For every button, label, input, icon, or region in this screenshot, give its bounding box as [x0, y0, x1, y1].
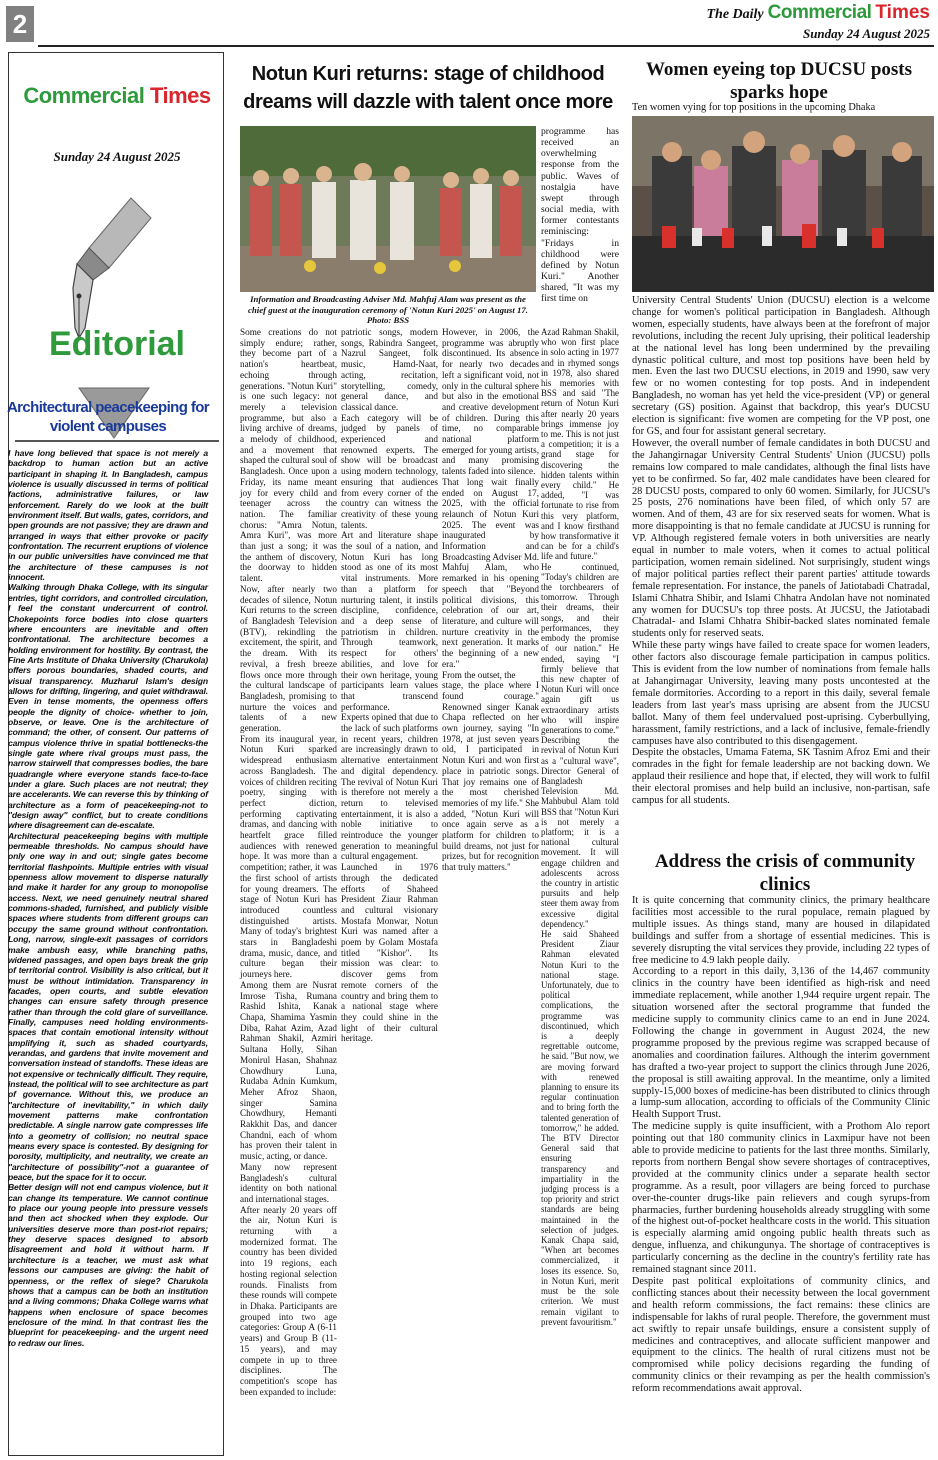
article-column: programme has received an overwhelming response from the public. Waves of nostalgia have swept through social media, with former contestants reminiscing: "Fridays in childhood were defined by Notun Kuri." Another shared, "It was my first time on: [541, 126, 619, 305]
sidebar-divider: [15, 440, 219, 442]
article-paragraph: Art and literature shape the soul of a nation, and Notun Kuri has long stood as one of its most vital instruments. More than a platform for nurturing talent, it instils discipline, confidence, and a deep sense of patriotism in children. Through teamwork, respect for others' abilities, and love for their own heritage, young participants learn values that transcend performance.: [341, 530, 438, 712]
article-paragraph: Each category will be judged by panels of experienced and renowned experts. The show will be broadcast using modern technology, ensuring that audiences from every corner of the country can witness the creativity of these young talents.: [341, 412, 438, 530]
press-conference-photo: [632, 116, 934, 292]
article-paragraph: Many now represent Bangladesh's cultural identity on both national and international stages.: [240, 1161, 337, 1204]
masthead-date: Sunday 24 August 2025: [802, 26, 930, 41]
header-rule: [38, 45, 934, 47]
article-paragraph: From its inaugural year, Notun Kuri sparked widespread enthusiasm across Bangladesh. The voices of children reciting poetry, singing with perfect diction, performing captivating dramas, and dancing with heartfelt grace filled audiences with renewed hope. It was more than a competition; rather, it was the first school of artists for young dreamers. The stage of Notun Kuri has introduced countless distinguished artists. Many of today's brightest stars in Bangladeshi drama, music, dance, and culture began their journeys here.: [240, 733, 337, 980]
article-paragraph: It is quite concerning that community clinics, the primary healthcare facilities most accessible to the rural populace, remain plagued by multiple issues. As things stand, many are housed in dilapidated buildings and suffer from a shortage of essential medicines. This is severely disrupting the vital services they provide, including 22 types of free medicine to 4.9 lakh people daily.: [632, 895, 930, 966]
sidebar-logo-red: Times: [149, 83, 211, 108]
clinics-body: [632, 895, 930, 1395]
editorial-headline: Architectural peacekeeping for violent campuses: [6, 399, 210, 435]
article-paragraph: However, the overall number of female candidates in both DUCSU and the Jahangirnagar University Central Students' Union (JUCSU) polls remains low compared to male candidates, although the final lists have yet to be confirmed. So far, 402 male candidates have been cleared for 28 DUCSU posts, compared to only 60 women. Similarly, for JUCSU's 25 posts, 276 nominations have been filed, of which only 57 are women. And of them, 43 are for six reserved seats for women. What is more disappointing is that no female candidate at JUCSU is running for VP. Although registered female voters in both universities are nearly equal in number to male voters, when it comes to actual political participation, women remain sidelined. Not surprisingly, student wings of major political parties reflect their parent parties' attitude towards female representation. For instance, the panels of Jatiotabadi Chatradal, Islami Chhatra Shibir, and Islami Chhatra Andolan have not nominated any women for DUCSU's top three posts. At JUCSU, the Jatiotabadi Chatradal- and Islami Chhatra Shibir-backed slates nominated female students only for reserved seats.: [632, 437, 930, 640]
article-paragraph: Among them are Nusrat Imrose Tisha, Rumana Rashid Ishita, Kanak Chapa, Shamima Yasmin Diba, Rahat Azim, Azad Rahman Shakil, Azmiri Sultana Holly, Sihan Monirul Hasan, Shahnaz Chowdhury Luna, Rudaba Adnin Kumkum, Meher Afroz Shaon, singer Samina Chowdhury, Hemanti Rakkhit Das, and dancer Chandni, each of whom has proven their talent in music, acting, or dance.: [240, 979, 337, 1162]
article-paragraph: stage, the place where I found courage." Renowned singer Kanak Chapa reflected on her own journey, saying "In 1978, at just seven years old, I participated in Notun Kuri and won first place in patriotic songs. That joy remains one of the most cherished memories of my life." She added, "Notun Kuri will once again serve as a platform for children to build dreams, not just for prizes, but for recognition that truly matters.": [442, 680, 539, 873]
editorial-body: [8, 448, 208, 1348]
article-paragraph: Now, after nearly two decades of silence, Notun Kuri returns to the screen of Bangladesh Television (BTV), rekindling the excitement, the spirit, and the dream. With its revival, a fresh breeze flows once more through the cultural landscape of Bangladesh, promising to nurture the voices and talents of a new generation.: [240, 583, 337, 734]
editorial-paragraph: Architectural peacekeeping begins with multiple permeable thresholds. No campus should have only one way in and out; single gates become territorial flashpoints. Multiple entries with visual openness allow movement to disperse naturally and make it harder for any group to monopolise access. Next, we need genuinely neutral shared commons-shaded, furnished, and publicly visible spaces where students from different groups can occupy the same ground without confrontation. Long, narrow, single-exit passages of corridors make ambush easy, while branching paths, widened passages, and open bays break the grip of territorial control. Visibility is also critical, but it must be without intimidation. Transparency in facades, open courts, and subtle elevation changes can ensure safety through presence rather than through the cold glare of surveillance. Finally, campuses need holding environments-spaces that contain emotional intensity without amplifying it, such as shaded courtyards, verandas, and gardens that invite movement and conversation instead of standoffs. These ideas are not expensive or technically difficult. They require, instead, the political will to see architecture as part of governance. Without this, we produce an "architecture of inevitability," in which daily movement patterns make confrontation predictable. A single narrow gate compresses life into a geometry of collision; no neutral space means every space is contested. By designing for porosity, multiplicity, and neutrality, we create an "architecture of possibility"-not a guarantee of peace, but the space for it to occur.: [8, 830, 208, 1183]
article-column: [240, 327, 337, 1397]
article-paragraph: From the outset, the: [442, 669, 516, 680]
notun-kuri-headline: Notun Kuri returns: stage of childhood dreams will dazzle with talent once more: [243, 63, 613, 113]
ducsu-intro: Ten women vying for top positions in the upcoming Dhaka: [632, 102, 876, 113]
article-paragraph: After nearly 20 years off the air, Notun Kuri is returning with a modernized format. The country has been divided into 19 regions, each hosting regional selection rounds. Finalists from these rounds will compete in Dhaka. Participants are grouped into two age categories: Group A (6-11 years) and Group B (11-15 years), and may compete in up to three disciplines. The competition's scope has been expanded to include:: [240, 1204, 337, 1397]
article-paragraph: Azad Rahman Shakil, who won first place in solo acting in 1977 and in rhymed songs in 1978, also shared his memories with BSS and said "The return of Notun Kuri after nearly 20 years brings immense joy to me. This is not just a competition; it is a grand stage for discovering the hidden talents within every child." He added, "I was fortunate to rise from this very platform, and I know firsthand how transformative it can be for a child's life and future.": [541, 327, 619, 562]
masthead-name-red: Times: [875, 2, 930, 23]
masthead-prefix: The Daily: [706, 7, 764, 22]
article-paragraph: Experts opined that due to the lack of such platforms in recent years, children are increasingly drawn to alternative entertainment and digital dependency. The revival of Notun Kuri is therefore not merely a return to televised entertainment, it is also a noble initiative to reintroduce the younger generation to meaningful cultural engagement.: [341, 712, 438, 862]
article-paragraph: He said Shaheed President Ziaur Rahman elevated Notun Kuri to the national stage. Unfortunately, due to political complications, the programme was discontinued, which is a deeply regrettable outcome, he said. "But now, we are moving forward with renewed planning to ensure its regular continuation and to bring forth the talented generation of tomorrow," he added. The BTV Director General said that ensuring transparency and impartiality in the judging process is a top priority and strict standards are being maintained in the selection of judges. Kanak Chapa said, "When art becomes commercialized, it loses its essence. So, in Notun Kuri, merit must be the sole criterion. We must remain vigilant to prevent favouritism.": [541, 928, 619, 1327]
sidebar-logo-green: Commercial: [23, 83, 145, 108]
article-paragraph: However, in 2006, the programme was abruptly discontinued. Its absence for nearly two decades left a significant void, not only in the cultural sphere but also in the emotional and creative development of children. During this time, no comparable national platform emerged for young artists, and many promising talents faded into silence.: [442, 327, 539, 477]
masthead-name-green: Commercial: [767, 2, 872, 23]
ducsu-headline: Women eyeing top DUCSU posts sparks hope: [645, 59, 913, 103]
editorial-paragraph: Walking through Dhaka College, with its singular entries, tight corridors, and controlled circulation, I feel the constant undercurrent of control. Chokepoints force bodies into close quarters where encounters are inevitable and often confrontational. The architecture becomes a holding environment for hostility. By contrast, the Fine Arts Institute of Dhaka University (Charukola) offers porous boundaries, shaded courts, and visual transparency. Muzharul Islam's design allows for drifting, lingering, and quiet withdrawal. Even in tense moments, the openness offers people the dignity of choice- whether to join, observe, or leave. One is the architecture of command; the other, of consent. Our patterns of campus violence thrive in spatial bottlenecks-the single gate where rival groups must pass, the narrow stairwell that compresses bodies, the bare quadrangle where everyone stands face-to-face under a glare. Such places are not neutral; they are accelerants. We can reverse this by thinking of architecture as a form of peacekeeping-not to "design away" conflict, but to create conditions where disagreement can de-escalate.: [8, 582, 208, 831]
section-title: Editorial: [48, 325, 186, 363]
sidebar-date: Sunday 24 August 2025: [53, 149, 181, 164]
article-paragraph: While these party wings have failed to create space for women leaders, other factors also discourage female participation in campus politics. This is evident from the low number of nominations from female halls at Jahangirnagar University, leaving many posts uncontested at the female dormitories. According to a report in this daily, several female leaders from last year's mass uprising are absent from the JUCSU ballot. Many of them feel undervalued post-uprising. Cyberbullying, harassment, family restrictions, and a lack of inclusive, female-friendly campuses have also contributed to this disengagement.: [632, 640, 930, 747]
event-photo: [240, 126, 536, 292]
article-paragraph: According to a report in this daily, 3,136 of the 14,467 community clinics in the country have been identified as high-risk and need immediate replacement, while another 1,944 require urgent repair. The situation worsened after the sectoral programme that funded the medicine supply to community clinics came to an end in June 2024. Following the change in government in August 2024, the new programme proposed by the previous regime was scrapped because of anomalies and coordination failures. Although the interim government has drafted a two-year project to support the clinics through June 2026, the proposal is still awaiting approval. In the meantime, only a limited supply-15,000 boxes of medicine-has been distributed to clinics through a lump-sum allocation, according to officials of the Community Clinic Health Support Trust.: [632, 966, 930, 1121]
article-column: [541, 327, 619, 1327]
ducsu-body: [632, 295, 930, 807]
article-paragraph: That long wait finally ended on August 17, 2025, with the official relaunch of Notun Kuri 2025. The event was inaugurated by Information and Broadcasting Adviser Md. Mahfuj Alam, who remarked in his opening speech that "Beyond political divisions, this celebration of our art, literature, and culture will nurture creativity in the next generation. It marks the beginning of a new era.": [442, 476, 539, 669]
article-paragraph: patriotic songs, modern songs, Rabindra Sangeet, Nazrul Sangeet, folk music, Hamd-Naat, acting, recitation, storytelling, comedy, general dance, and classical dance.: [341, 327, 438, 412]
article-paragraph: Launched in 1976 through the dedicated efforts of Shaheed President Ziaur Rahman and cultural visionary Mostafa Monwar, Notun Kuri was named after a poem by Golam Mostafa titled "Kishor". Its mission was clear: to discover gems from remote corners of the country and bring them to a national stage where they could shine in the light of their cultural heritage.: [341, 862, 438, 1044]
page-number: 2: [6, 6, 34, 42]
sidebar-logo: [9, 83, 225, 109]
article-paragraph: University Central Students' Union (DUCSU) election is a welcome change for women's political participation in Bangladesh. Although women, especially students, have always been at the forefront of major revolutions, including the recent July uprising, their political leadership at the national level has long been undermined by the prevailing dynastic political culture, and most top positions have been held by men. Even the last two DUCSU elections, in 2019 and 1990, saw very few or no women contesting for top posts. And in independent Bangladesh, no woman has yet held the vice-president (VP) or general secretary (GS) position. Against that backdrop, this year's DUCSU election is significant: five women are competing for the VP post, one for GS, and four for assistant general secretary.: [632, 295, 930, 437]
article-paragraph: Despite past political exploitations of community clinics, and conflicting stances about their necessity between the local government and health reform commissions, the fact remains: these clinics are indispensable for lakhs of rural people. Therefore, the government must act swiftly to repair unsafe buildings, ensure a consistent supply of medicines and contraceptives, and allocate sufficient manpower and equipment to the clinics. The health of rural citizens must not be compromised while policy decisions regarding the funding of community clinics or their revamping as per the health commission's reform recommendations await approval.: [632, 1276, 930, 1395]
article-column: [341, 327, 438, 1044]
article-paragraph: Despite the obstacles, Umama Fatema, SK Tasnim Afroz Emi and their comrades in the fight for female leadership are not backing down. We applaud their resilience and hope that, if elected, they will work to fulfil their electoral promises and help build an inclusive, non-partisan, safe campus for all students.: [632, 747, 930, 807]
article-paragraph: The medicine supply is quite insufficient, with a Prothom Alo report pointing out that 180 community clinics in Laxmipur have not been able to provide medicine to patients for the last three months. Similarly, reports from northern Bengal show severe shortages of contraceptives, provided at the community clinics under a separate health sector programme. As a result, poor villagers are being forced to purchase over-the-counter drugs-like pain relievers and cough syrups-from pharmacies, further burdening households already struggling with some of the highest out-of-pocket healthcare costs in the world. This situation is especially alarming amid ongoing public health threats such as dengue, influenza, and chikungunya. The shortage of contraceptives is particularly concerning as the decline in the country's fertility rate has remained stagnant since 2011.: [632, 1121, 930, 1276]
masthead: [706, 2, 930, 42]
article-paragraph: He continued, "Today's children are the torchbearers of tomorrow. Through their dreams, their songs, and their performances, they embody the promise of our nation." He ended, saying "I firmly believe that this new chapter of Notun Kuri will once again gift us extraordinary artists who will inspire generations to come." Describing the revival of Notun Kuri as a "cultural wave", Director General of Bangladesh Television Md. Mahbubul Alam told BSS that "Notun Kuri is not merely a platform; it is a national cultural movement. It will engage children and adolescents across the country in artistic pursuits and help steer them away from excessive digital dependency.": [541, 561, 619, 929]
editorial-paragraph: Better design will not end campus violence, but it can change its temperature. We cannot continue to place our young people into pressure vessels and then act shocked when they explode. Our universities deserve more than post-riot repairs; they deserve spaces designed to absorb disagreement and hold it without harm. If architecture is a teacher, we must ask what lessons our campuses are giving: the habit of openness, or the reflex of siege? Charukola shows that a campus can be both an institution and a living commons; Dhaka College warns what happens when enclosure of space becomes enclosure of the mind. In that contrast lies the blueprint for peacekeeping- and the urgent need to redraw our lines.: [8, 1182, 208, 1348]
article-column: [442, 327, 539, 873]
photo-caption: Information and Broadcasting Adviser Md. Mahfuj Alam was present as the chief guest at the inauguration ceremony of 'Notun Kuri 2025' on August 17. Photo: BSS: [247, 294, 528, 326]
clinics-headline: Address the crisis of community clinics: [654, 851, 916, 895]
article-paragraph: Some creations do not simply endure; rather, they become part of a nation's heartbeat, echoing through generations. "Notun Kuri" is one such legacy: not merely a television programme, but also a living archive of dreams, a melody of childhood, and a movement that shaped the cultural soul of Bangladesh. Once upon a Friday, its name meant joy for every child and teenager across the nation. The familiar chorus: "Amra Notun, Amra Kuri", was more than just a song; it was the anthem of discovery, the doorway to hidden talent.: [240, 327, 337, 584]
editorial-paragraph: I have long believed that space is not merely a backdrop to human action but an active participant in shaping it. In Bangladesh, campus violence is usually discussed in terms of political factions, administrative failures, or law enforcement. Rarely do we look at the built environment itself. But walls, gates, corridors, and open grounds are not passive; they are drawn and arranged in ways that either provoke or pacify confrontation. The recurrent eruptions of violence in our public universities have convinced me that the architecture of these campuses is not innocent.: [8, 448, 208, 583]
